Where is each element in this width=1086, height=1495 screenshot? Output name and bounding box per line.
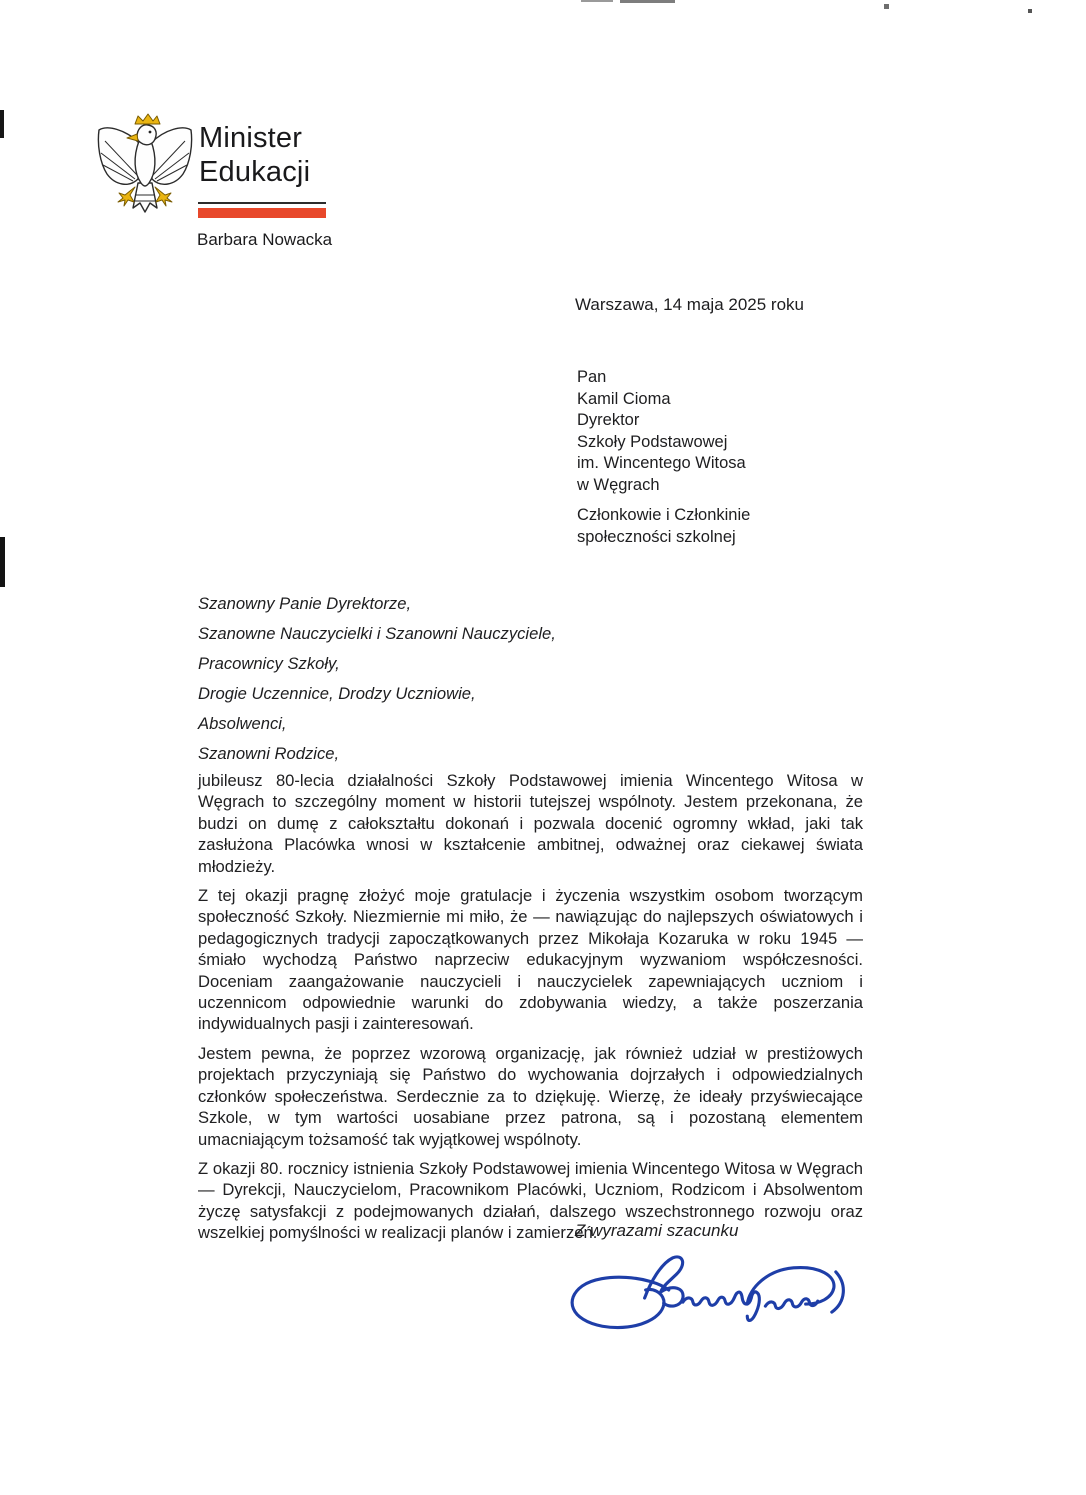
recipient-line: Kamil Cioma bbox=[577, 389, 671, 408]
body-paragraph: Jestem pewna, że poprzez wzorową organizację, jak również udział w prestiżowych projektach przyczyniają się Państwo do wychowania dojrzałych i odpowiedzialnych członków społeczeństwa. Serdecznie za to dziękuję. Wierzę, że ideały przyświecające Szkole, w tym wartości uosabiane przez patrona, są i pozostaną elementem umacniającym tożsamość tak wyjątkowej wspólnoty. bbox=[198, 1043, 863, 1149]
salutation-line: Absolwenci, bbox=[198, 714, 287, 733]
salutation-line: Szanowne Nauczycielki i Szanowni Nauczyciele, bbox=[198, 624, 556, 643]
recipient-block bbox=[577, 367, 746, 497]
ministry-title-line1: Minister bbox=[199, 122, 303, 154]
polish-eagle-emblem-icon bbox=[95, 113, 195, 225]
salutation-block bbox=[198, 592, 556, 772]
body-paragraph: jubileusz 80-lecia działalności Szkoły Podstawowej imienia Wincentego Witosa w Węgrach to szczególny moment w historii tutejszej wspólnoty. Jestem przekonana, że budzi on dumę z całokształtu dokonań i pozwala docenić ogromny wkład, jaki tak zasłużona Placówka wnosi w kształcenie ambitnej, odważnej oraz ciekawej świata młodzieży. bbox=[198, 771, 863, 876]
salutation-line: Pracownicy Szkoły, bbox=[198, 654, 340, 673]
scan-artifact bbox=[1028, 9, 1032, 13]
handwritten-signature-icon bbox=[550, 1245, 862, 1335]
scan-artifact bbox=[0, 110, 4, 138]
recipient-line: Dyrektor bbox=[577, 411, 640, 430]
scan-artifact bbox=[884, 4, 889, 9]
minister-name: Barbara Nowacka bbox=[197, 230, 333, 249]
body-paragraph: Z tej okazji pragnę złożyć moje gratulacje i życzenia wszystkim osobom tworzącym społeczność Szkoły. Niezmiernie mi miło, że — nawiązując do najlepszych oświatowych i pedagogicznych tradycji zapoczątkowanych przez Mikołaja Kozaruka w roku 1945 — śmiało wychodzą Państwo naprzeciw edukacyjnym wyzwaniom współczesności. Doceniam zaangażowanie nauczycieli i nauczycielek zapewniających uczniom i uczennicom odpowiednie warunki do zdobywania wiedzy, a także poszerzania indywidualnych pasji i zainteresowań. bbox=[198, 886, 863, 1034]
closing-phrase: Z wyrazami szacunku bbox=[575, 1221, 739, 1240]
place-and-date: Warszawa, 14 maja 2025 roku bbox=[575, 295, 804, 314]
ministry-title-line2: Edukacji bbox=[199, 156, 311, 188]
ministry-title bbox=[199, 121, 310, 189]
body-paragraph: Z okazji 80. rocznicy istnienia Szkoły Podstawowej imienia Wincentego Witosa w Węgrach — Dyrekcji, Nauczycielom, Pracownikom Placówki, Uczniom, Rodzicom i Absolwentom życzę satysfakcji z podejmowanych działań, dalszego wszechstronnego rozwoju oraz wszelkiej pomyślności w realizacji planów i zamierzeń. bbox=[198, 1158, 863, 1243]
recipient-line: Członkowie i Członkinie bbox=[577, 506, 751, 524]
recipient-line: Pan bbox=[577, 368, 607, 386]
flag-red-stripe bbox=[198, 208, 326, 218]
recipient-line: im. Wincentego Witosa bbox=[577, 454, 746, 473]
salutation-line: Drogie Uczennice, Drodzy Uczniowie, bbox=[198, 684, 476, 703]
scan-artifact bbox=[581, 0, 613, 2]
scan-artifact bbox=[0, 537, 5, 587]
recipient-extra-block bbox=[577, 505, 750, 548]
salutation-line: Szanowni Rodzice, bbox=[198, 744, 340, 763]
flag-separator bbox=[198, 202, 326, 218]
scan-artifact bbox=[620, 0, 675, 3]
salutation-line: Szanowny Panie Dyrektorze, bbox=[198, 594, 412, 613]
recipient-line: Szkoły Podstawowej bbox=[577, 432, 728, 451]
letter-body bbox=[198, 770, 863, 1252]
recipient-line: w Węgrach bbox=[577, 475, 660, 494]
recipient-line: społeczności szkolnej bbox=[577, 527, 736, 546]
